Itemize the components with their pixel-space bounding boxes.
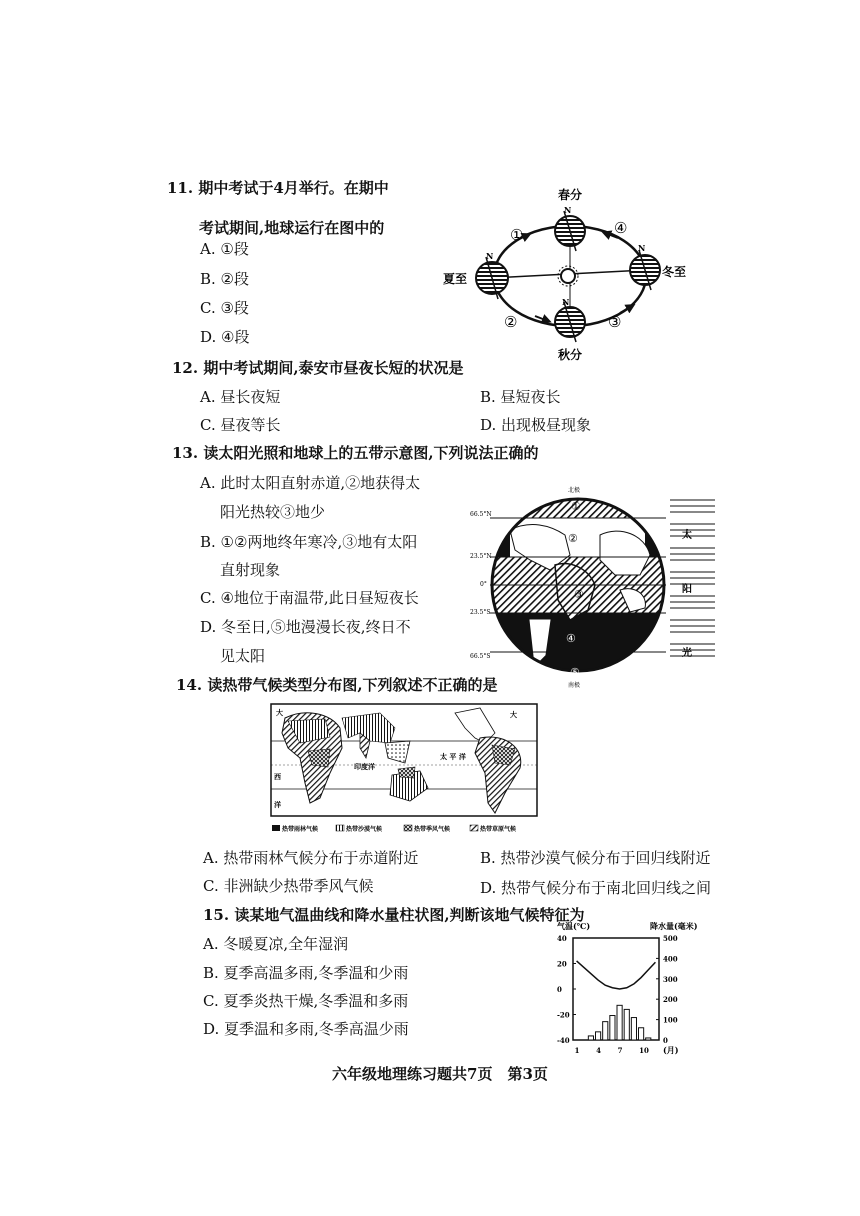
lat-label: 0° [480,581,487,588]
q11-stem-line1: 11. 期中考试于4月举行。在期中 [167,179,389,197]
lat-label: 66.5°N [470,511,492,518]
earth-summer-icon [476,257,508,299]
temp-tick-label: -40 [557,1036,570,1045]
globe-diagram [470,480,720,690]
q12-option-b: B. 昼短夜长 [480,388,561,406]
zone-mark-3: ③ [574,588,584,601]
tropical-climate-map [270,703,540,839]
map-label-xi: 西 [274,772,281,781]
earth-winter-icon [630,250,660,290]
month-tick-label: 1 [574,1046,580,1055]
climate-chart [555,920,705,1060]
precipitation-bar [610,1016,615,1040]
zone-mark-4: ④ [566,632,576,645]
month-tick-label: 4 [596,1046,601,1055]
precipitation-bar [639,1028,644,1040]
n-label: N [486,251,494,261]
segment-label-2: ② [504,313,518,331]
q11-stem-line2: 考试期间,地球运行在图中的 [199,219,385,237]
map-label-yindu: 印度洋 [354,762,375,771]
precipitation-bar [646,1038,651,1040]
q13-option-a-line1: A. 此时太阳直射赤道,②地获得太 [200,474,421,492]
q14-option-b: B. 热带沙漠气候分布于回归线附近 [480,849,711,867]
q14-option-a: A. 热带雨林气候分布于赤道附近 [203,849,419,867]
winter-label: 冬至 [662,265,687,279]
n-label: N [638,243,646,253]
zone-mark-5: ⑤ [570,666,580,679]
prec-tick-label: 400 [663,954,678,964]
precipitation-bar [617,1005,622,1040]
legend-savanna: 热带草原气候 [480,826,517,833]
q11-option-c: C. ③段 [200,299,249,317]
q12-option-a: A. 昼长夜短 [200,388,281,406]
month-tick-label: 10 [639,1046,649,1055]
prec-tick-label: 100 [663,1015,678,1025]
map-label-taiping: 太 平 洋 [440,752,466,761]
chart-left-label: 气温(℃) [557,921,591,931]
temp-tick-label: 40 [557,934,567,943]
sun-char: 光 [682,648,692,659]
q15-stem: 15. 读某地气温曲线和降水量柱状图,判断该地气候特征为 [203,906,585,924]
temp-tick-label: 0 [557,985,562,994]
autumn-label: 秋分 [558,348,583,362]
precipitation-bar [588,1036,593,1040]
q11-option-b: B. ②段 [200,270,250,288]
sun-char: 太 [682,530,692,541]
q13-stem: 13. 读太阳光照和地球上的五带示意图,下列说法正确的 [172,444,539,462]
sun-rays [670,500,715,656]
q15-option-a: A. 冬暖夏凉,全年湿润 [203,935,349,953]
prec-tick-label: 300 [663,974,678,984]
chart-right-label: 降水量(毫米) [650,921,698,931]
map-label-da: 大 [510,710,517,719]
map-label-yang: 洋 [274,800,281,809]
q14-option-c: C. 非洲缺少热带季风气候 [203,877,374,895]
zone-mark-2: ② [568,532,578,545]
lat-label: 23.5°N [470,553,492,560]
precipitation-bar [624,1009,629,1040]
q13-option-a-line2: 阳光热较③地少 [220,503,326,521]
legend-monsoon: 热带季风气候 [414,826,451,833]
map-legend [272,825,516,833]
q13-option-d-line1: D. 冬至日,⑤地漫漫长夜,终日不 [200,618,411,636]
x-unit-label: (月) [663,1045,679,1055]
q15-option-b: B. 夏季高温多雨,冬季温和少雨 [203,964,409,982]
precipitation-bar [603,1022,608,1040]
q11-option-a: A. ①段 [200,240,249,258]
segment-label-3: ③ [608,313,622,331]
sun-icon [558,266,578,286]
precipitation-bar [596,1032,601,1040]
q12-option-d: D. 出现极昼现象 [480,416,592,434]
prec-tick-label: 0 [663,1036,668,1045]
pole-bottom-label: 南极 [568,682,581,689]
page-footer: 六年级地理练习题共7页 第3页 [332,1065,548,1083]
orbit-diagram [440,183,710,363]
legend-desert: 热带沙漠气候 [346,826,383,833]
summer-label: 夏至 [443,272,468,286]
legend-rainforest: 热带雨林气候 [282,826,319,833]
earth-spring-icon [555,211,585,251]
temp-tick-label: 20 [557,959,567,969]
q13-option-c: C. ④地位于南温带,此日昼短夜长 [200,589,419,607]
q12-stem: 12. 期中考试期间,泰安市昼夜长短的状况是 [172,359,464,377]
prec-tick-label: 200 [663,995,678,1005]
sun-char: 阳 [682,584,692,595]
segment-label-1: ① [510,226,524,244]
zone-mark-1: ① [571,500,581,513]
map-label-da: 大 [276,708,283,717]
q12-option-c: C. 昼夜等长 [200,416,281,434]
orbit-arrow-icon [620,306,632,313]
q13-option-b-line2: 直射现象 [220,561,281,579]
n-label: N [564,205,572,215]
q15-option-c: C. 夏季炎热干燥,冬季温和多雨 [203,992,409,1010]
precipitation-bar [631,1018,636,1040]
q15-option-d: D. 夏季温和多雨,冬季高温少雨 [203,1020,409,1038]
q13-option-d-line2: 见太阳 [220,647,266,665]
pole-top-label: 北极 [568,487,581,494]
q14-stem: 14. 读热带气候类型分布图,下列叙述不正确的是 [176,676,498,694]
temp-tick-label: -20 [557,1010,570,1020]
month-tick-label: 7 [617,1046,623,1055]
segment-label-4: ④ [614,219,628,237]
n-label: N [562,297,570,307]
q11-option-d: D. ④段 [200,328,250,346]
prec-tick-label: 500 [663,934,678,943]
earth-autumn-icon [555,302,585,342]
temperature-line [577,961,656,989]
lat-label: 66.5°S [470,653,491,660]
lat-label: 23.5°S [470,609,491,616]
q14-option-d: D. 热带气候分布于南北回归线之间 [480,879,712,897]
spring-label: 春分 [558,188,583,202]
q13-option-b-line1: B. ①②两地终年寒冷,③地有太阳 [200,533,418,551]
